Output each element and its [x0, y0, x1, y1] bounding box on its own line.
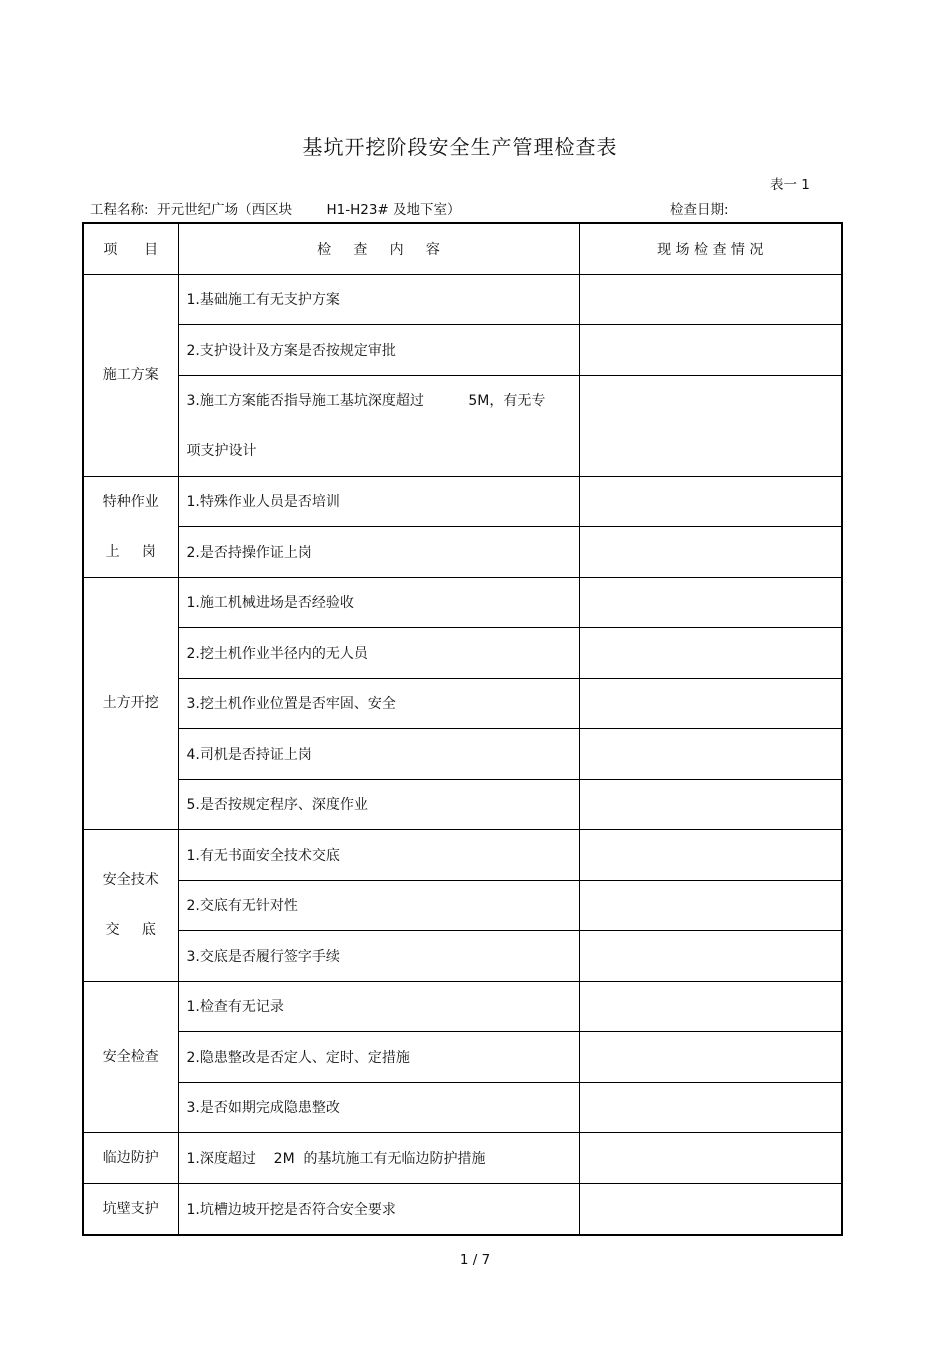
category-cell: 土方开挖 — [83, 577, 178, 830]
category-cell — [83, 830, 178, 982]
status-cell[interactable] — [579, 325, 842, 376]
table-row — [83, 729, 842, 780]
check-item: 1.施工机械进场是否经验收 — [178, 577, 579, 628]
status-cell[interactable] — [579, 729, 842, 780]
status-cell[interactable] — [579, 628, 842, 679]
table-row — [83, 1082, 842, 1133]
project-name: 工程名称: 开元世纪广场（西区块 H1-H23# 及地下室） — [90, 202, 461, 218]
category-line: 特种作业 — [102, 493, 159, 510]
status-cell[interactable] — [579, 1133, 842, 1184]
table-row — [83, 628, 842, 679]
table-header-row — [83, 223, 842, 274]
check-item: 1.基础施工有无支护方案 — [178, 274, 579, 325]
status-cell[interactable] — [579, 931, 842, 982]
check-item: 1.有无书面安全技术交底 — [178, 830, 579, 881]
table-row — [83, 476, 842, 527]
category-line: 交 底 — [105, 922, 156, 939]
category-line: 安全技术 — [102, 872, 159, 889]
category-cell: 临边防护 — [83, 1133, 178, 1184]
check-item: 3.交底是否履行签字手续 — [178, 931, 579, 982]
table-row — [83, 375, 842, 476]
category-cell: 施工方案 — [83, 274, 178, 476]
check-item: 1.坑槽边坡开挖是否符合安全要求 — [178, 1184, 579, 1236]
check-item: 5.是否按规定程序、深度作业 — [178, 779, 579, 830]
page-number: 1 / 7 — [459, 1252, 491, 1268]
status-cell[interactable] — [579, 678, 842, 729]
table-row — [83, 981, 842, 1032]
check-item: 4.司机是否持证上岗 — [178, 729, 579, 780]
status-cell[interactable] — [579, 779, 842, 830]
check-item-line: 项支护设计 — [186, 442, 257, 459]
table-row — [83, 527, 842, 578]
table-row — [83, 830, 842, 881]
table-row — [83, 577, 842, 628]
table-row — [83, 1133, 842, 1184]
status-cell[interactable] — [579, 527, 842, 578]
check-item — [178, 375, 579, 476]
check-item: 3.是否如期完成隐患整改 — [178, 1082, 579, 1133]
status-cell[interactable] — [579, 375, 842, 476]
status-cell[interactable] — [579, 1082, 842, 1133]
check-item: 1.深度超过 2M 的基坑施工有无临边防护措施 — [178, 1133, 579, 1184]
check-item-line: 3.施工方案能否指导施工基坑深度超过 5M，有无专 — [186, 392, 546, 409]
check-item: 2.隐患整改是否定人、定时、定措施 — [178, 1032, 579, 1083]
check-item: 3.挖土机作业位置是否牢固、安全 — [178, 678, 579, 729]
category-cell: 安全检查 — [83, 981, 178, 1133]
table-row — [83, 880, 842, 931]
table-row — [83, 1032, 842, 1083]
form-number: 表一 1 — [770, 177, 810, 193]
table-row — [83, 1184, 842, 1236]
check-item: 2.是否持操作证上岗 — [178, 527, 579, 578]
check-item: 1.特殊作业人员是否培训 — [178, 476, 579, 527]
inspection-date-label: 检查日期: — [670, 202, 729, 218]
check-item: 2.挖土机作业半径内的无人员 — [178, 628, 579, 679]
status-cell[interactable] — [579, 1184, 842, 1236]
status-cell[interactable] — [579, 981, 842, 1032]
check-item: 2.支护设计及方案是否按规定审批 — [178, 325, 579, 376]
page-title: 基坑开挖阶段安全生产管理检查表 — [302, 135, 618, 159]
check-item: 1.检查有无记录 — [178, 981, 579, 1032]
category-line: 上 岗 — [105, 543, 156, 560]
table-row — [83, 678, 842, 729]
status-cell[interactable] — [579, 830, 842, 881]
header-status: 现 场 检 查 情 况 — [579, 223, 842, 274]
inspection-table — [82, 222, 843, 1236]
header-item: 项 目 — [83, 223, 178, 274]
table-row — [83, 931, 842, 982]
status-cell[interactable] — [579, 577, 842, 628]
header-content: 检 查 内 容 — [178, 223, 579, 274]
category-cell — [83, 476, 178, 577]
category-cell: 坑壁支护 — [83, 1184, 178, 1236]
table-row — [83, 779, 842, 830]
status-cell[interactable] — [579, 1032, 842, 1083]
status-cell[interactable] — [579, 476, 842, 527]
table-row — [83, 325, 842, 376]
status-cell[interactable] — [579, 274, 842, 325]
check-item: 2.交底有无针对性 — [178, 880, 579, 931]
table-row — [83, 274, 842, 325]
status-cell[interactable] — [579, 880, 842, 931]
